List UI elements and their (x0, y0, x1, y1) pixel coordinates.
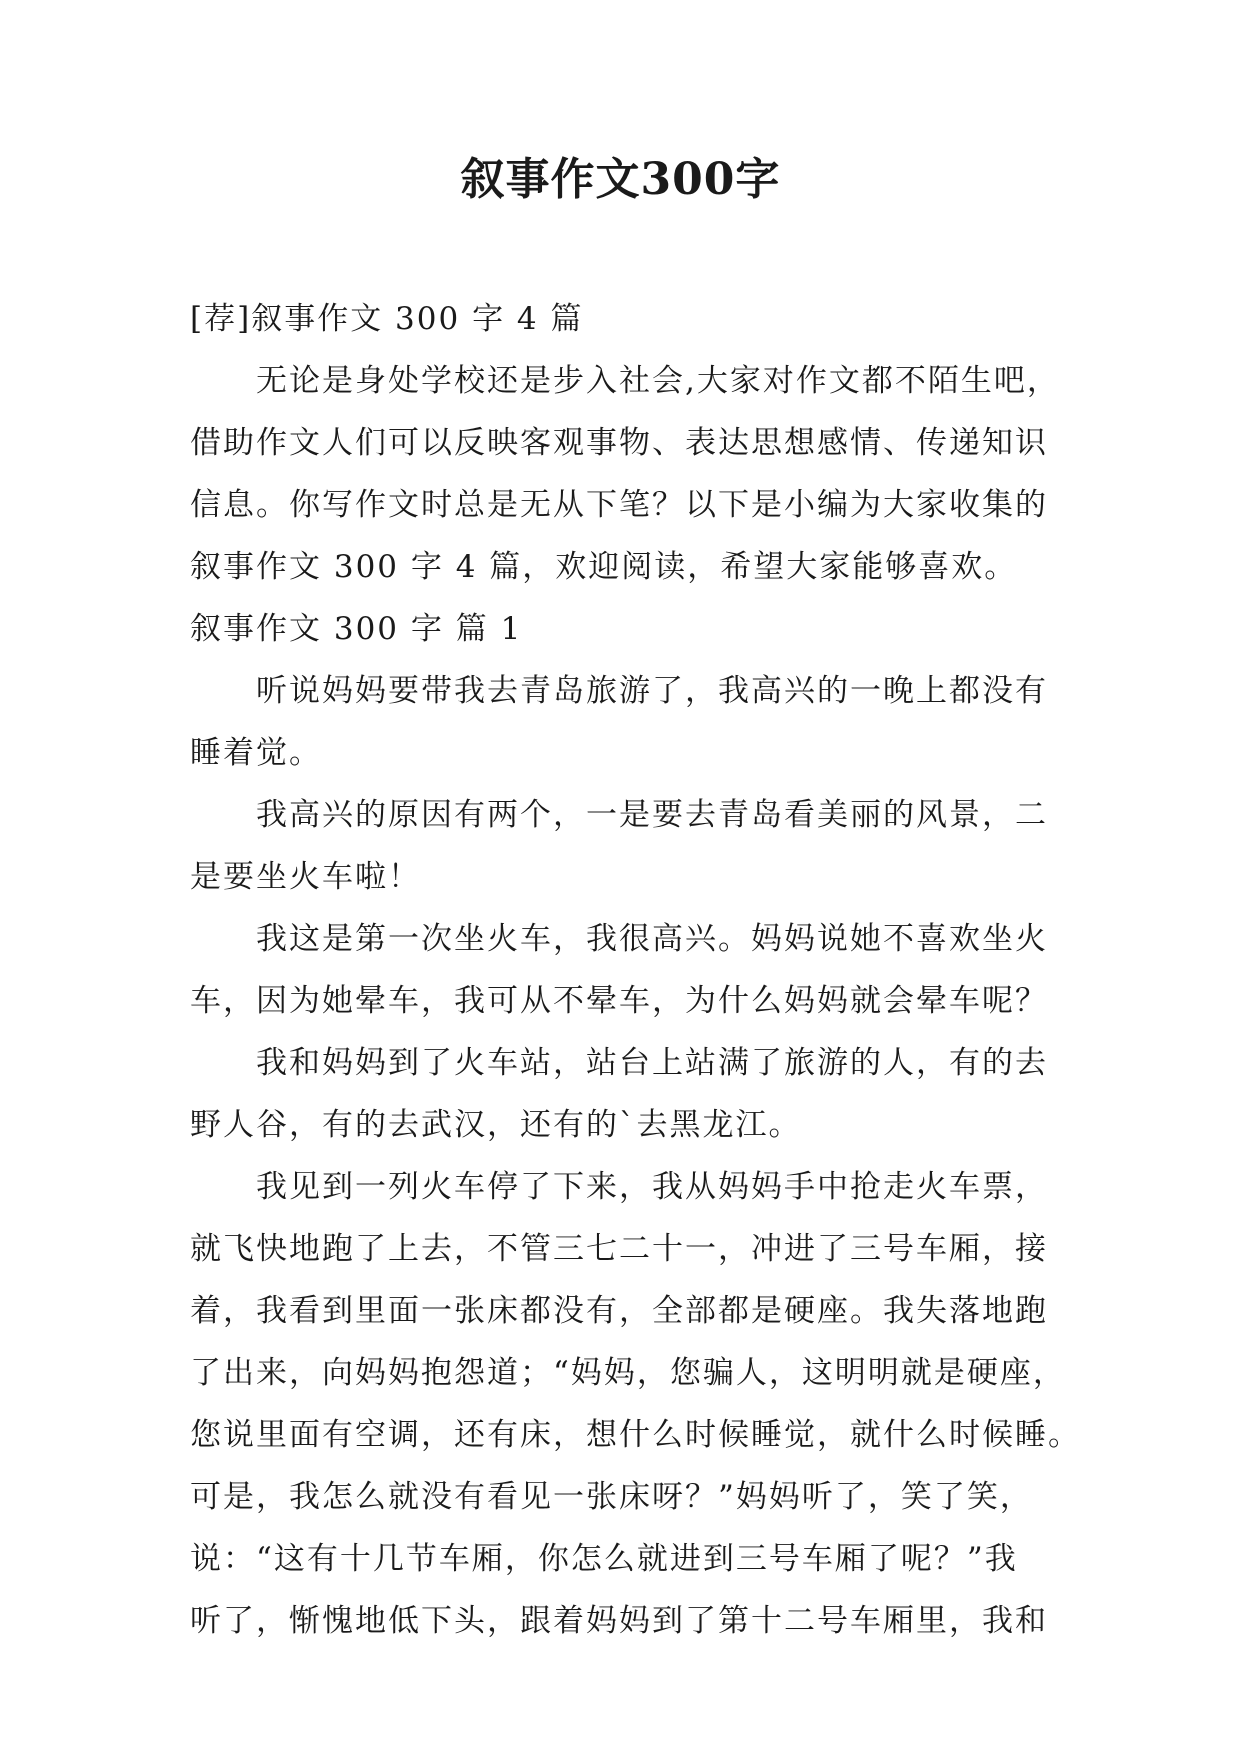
story-paragraph-4 (190, 1032, 1070, 1156)
paragraph-line: 我这是第一次坐火车，我很高兴。妈妈说她不喜欢坐火 (256, 921, 1048, 957)
section-heading: 叙事作文 300 字 篇 1 (190, 611, 523, 647)
intro-line: 无论是身处学校还是步入社会,大家对作文都不陌生吧， (256, 363, 1060, 399)
intro-line: 叙事作文 300 字 4 篇，欢迎阅读，希望大家能够喜欢。 (190, 549, 1018, 585)
paragraph-line: 听说妈妈要带我去青岛旅游了，我高兴的一晚上都没有 (256, 673, 1048, 709)
paragraph-line: 野人谷，有的去武汉，还有的`去黑龙江。 (190, 1107, 802, 1143)
paragraph-line: 着，我看到里面一张床都没有，全部都是硬座。我失落地跑 (190, 1293, 1048, 1329)
intro-line: 信息。你写作文时总是无从下笔？以下是小编为大家收集的 (190, 487, 1048, 523)
document-title: 叙事作文300字 (460, 154, 781, 205)
story-paragraph-1 (190, 660, 1070, 784)
story-paragraph-5 (190, 1156, 1081, 1652)
paragraph-line: 是要坐火车啦！ (190, 859, 421, 895)
paragraph-line: 车，因为她晕车，我可从不晕车，为什么妈妈就会晕车呢？ (190, 983, 1048, 1019)
story-paragraph-2 (190, 784, 1070, 908)
document-body (190, 288, 1081, 1652)
paragraph-line: 说：“这有十几节车厢，你怎么就进到三号车厢了呢？”我 (190, 1541, 1018, 1577)
story-paragraph-3 (190, 908, 1070, 1032)
paragraph-line: 可是，我怎么就没有看见一张床呀？”妈妈听了，笑了笑， (190, 1479, 1033, 1515)
paragraph-line: 我见到一列火车停了下来，我从妈妈手中抢走火车票， (256, 1169, 1048, 1205)
intro-line: 借助作文人们可以反映客观事物、表达思想感情、传递知识 (190, 425, 1048, 461)
paragraph-line: 就飞快地跑了上去，不管三七二十一，冲进了三号车厢，接 (190, 1231, 1048, 1267)
paragraph-line: 听了，惭愧地低下头，跟着妈妈到了第十二号车厢里，我和 (190, 1603, 1048, 1639)
paragraph-line: 您说里面有空调，还有床，想什么时候睡觉，就什么时候睡。 (190, 1417, 1081, 1453)
document-subtitle: [荐]叙事作文 300 字 4 篇 (190, 301, 584, 337)
paragraph-line: 我高兴的原因有两个，一是要去青岛看美丽的风景，二 (256, 797, 1048, 833)
paragraph-line: 了出来，向妈妈抱怨道；“妈妈，您骗人，这明明就是硬座， (190, 1355, 1066, 1391)
intro-paragraph (190, 350, 1070, 598)
paragraph-line: 睡着觉。 (190, 735, 322, 771)
paragraph-line: 我和妈妈到了火车站，站台上站满了旅游的人，有的去 (256, 1045, 1048, 1081)
